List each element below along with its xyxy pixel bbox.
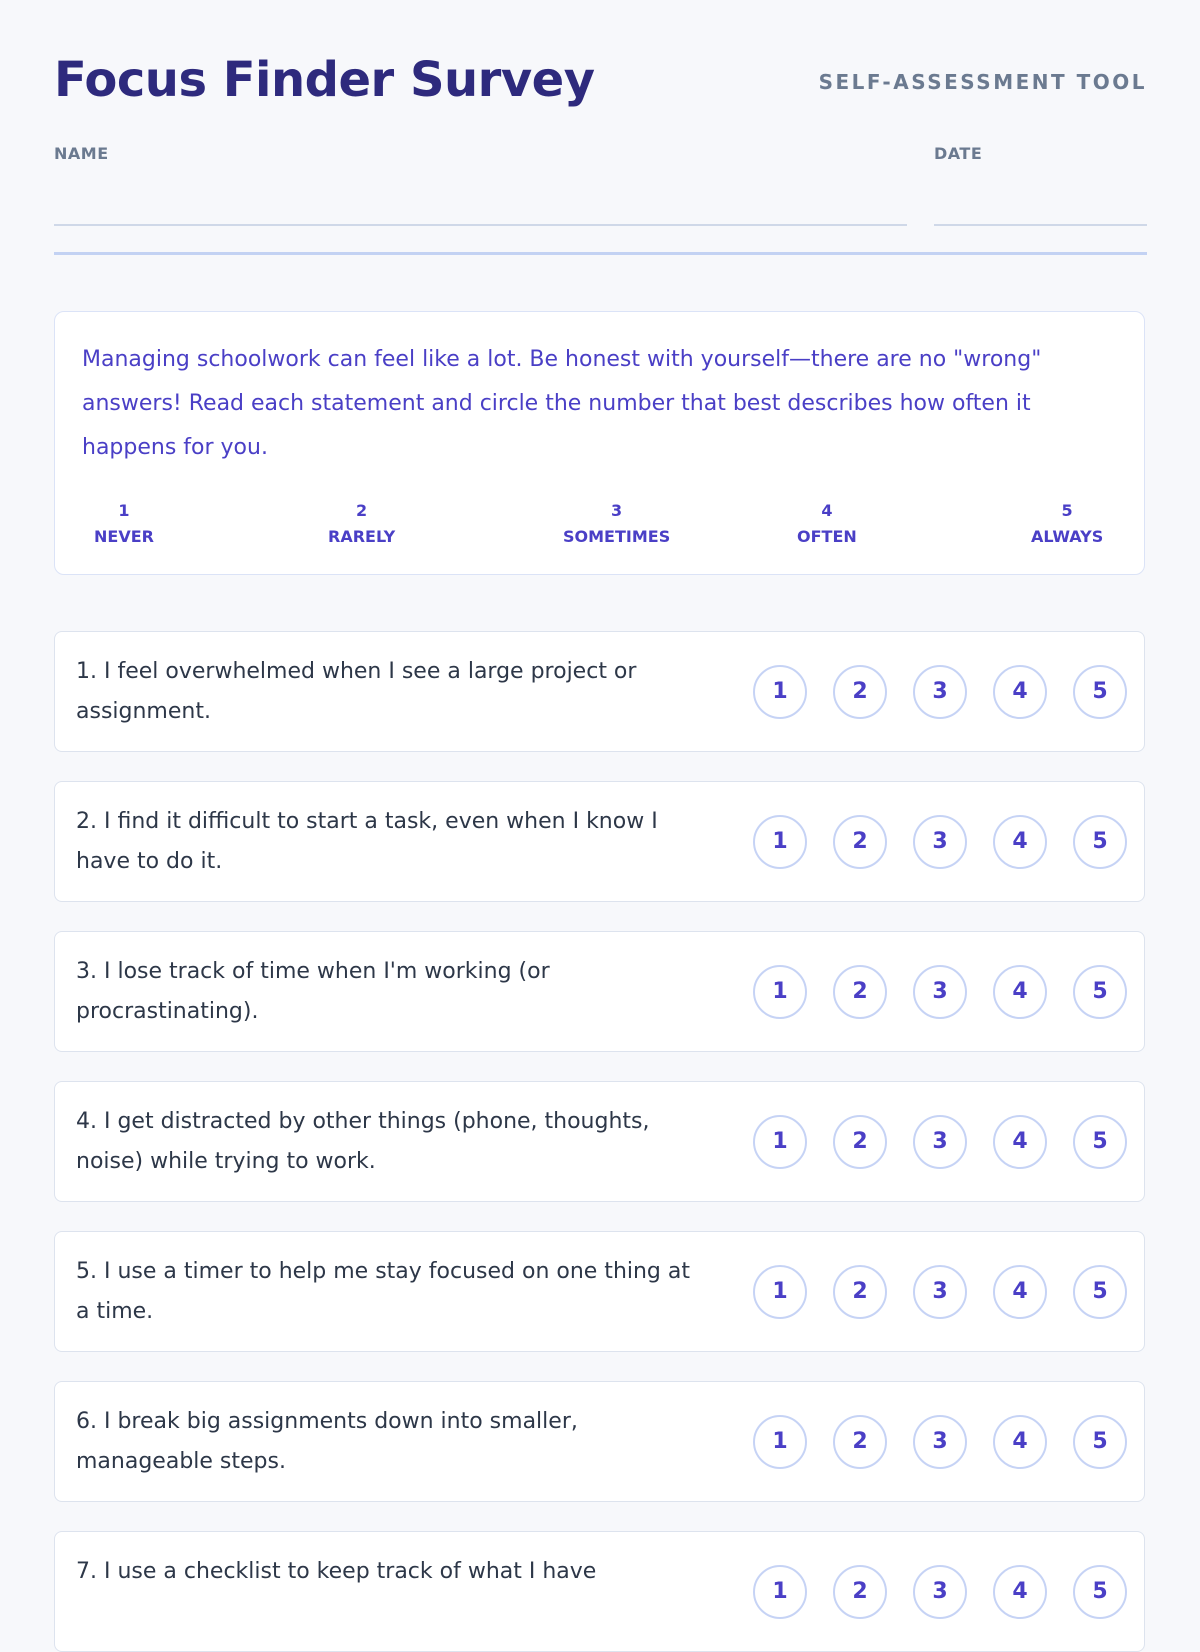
question-text: 4. I get distracted by other things (phone, thoughts, noise) while trying to work.	[76, 1109, 650, 1174]
rating-option-4[interactable]: 4	[993, 1415, 1047, 1469]
rating-option-2[interactable]: 2	[833, 965, 887, 1019]
rating-option-3[interactable]: 3	[913, 1115, 967, 1169]
rating-option-3[interactable]: 3	[913, 1565, 967, 1619]
rating-option-5[interactable]: 5	[1073, 1115, 1127, 1169]
rating-option-2[interactable]: 2	[833, 1565, 887, 1619]
question-card	[54, 781, 1145, 902]
header	[54, 52, 1147, 112]
rating-option-4[interactable]: 4	[993, 965, 1047, 1019]
rating-option-2[interactable]: 2	[833, 665, 887, 719]
scale-number: 5	[1061, 501, 1073, 520]
rating-option-1[interactable]: 1	[753, 1115, 807, 1169]
rating-option-3[interactable]: 3	[913, 965, 967, 1019]
question-card	[54, 631, 1145, 752]
question-text: 1. I feel overwhelmed when I see a large project or assignment.	[76, 659, 637, 724]
scale-number: 2	[356, 501, 368, 520]
scale-item-sometimes	[563, 498, 670, 550]
rating-option-2[interactable]: 2	[833, 815, 887, 869]
rating-option-3[interactable]: 3	[913, 1265, 967, 1319]
question-card	[54, 1531, 1145, 1652]
page-title: Focus Finder Survey	[54, 52, 595, 108]
question-text: 6. I break big assignments down into smaller, manageable steps.	[76, 1409, 578, 1474]
scale-item-never	[94, 498, 154, 550]
rating-option-5[interactable]: 5	[1073, 965, 1127, 1019]
rating-option-4[interactable]: 4	[993, 815, 1047, 869]
rating-option-2[interactable]: 2	[833, 1415, 887, 1469]
rating-option-4[interactable]: 4	[993, 1265, 1047, 1319]
question-card	[54, 1081, 1145, 1202]
scale-label: NEVER	[94, 527, 154, 546]
question-text: 2. I find it difficult to start a task, even when I know I have to do it.	[76, 809, 658, 874]
rating-option-4[interactable]: 4	[993, 1115, 1047, 1169]
rating-option-2[interactable]: 2	[833, 1265, 887, 1319]
question-card	[54, 1381, 1145, 1502]
rating-option-3[interactable]: 3	[913, 665, 967, 719]
scale-number: 3	[611, 501, 623, 520]
rating-option-5[interactable]: 5	[1073, 665, 1127, 719]
rating-option-1[interactable]: 1	[753, 815, 807, 869]
scale-label: SOMETIMES	[563, 527, 671, 546]
rating-option-1[interactable]: 1	[753, 665, 807, 719]
scale-item-rarely	[328, 498, 395, 550]
header-divider	[54, 252, 1147, 255]
rating-option-1[interactable]: 1	[753, 1265, 807, 1319]
date-label: DATE	[934, 144, 983, 163]
rating-option-1[interactable]: 1	[753, 1415, 807, 1469]
rating-option-5[interactable]: 5	[1073, 1265, 1127, 1319]
rating-option-3[interactable]: 3	[913, 815, 967, 869]
page-subtitle: SELF-ASSESSMENT TOOL	[818, 70, 1147, 94]
rating-option-2[interactable]: 2	[833, 1115, 887, 1169]
rating-option-1[interactable]: 1	[753, 1565, 807, 1619]
scale-item-always	[1031, 498, 1103, 550]
rating-option-1[interactable]: 1	[753, 965, 807, 1019]
question-text: 7. I use a checklist to keep track of what I have	[76, 1559, 597, 1584]
name-label: NAME	[54, 144, 109, 163]
rating-option-5[interactable]: 5	[1073, 1415, 1127, 1469]
question-text: 5. I use a timer to help me stay focused on one thing at a time.	[76, 1259, 691, 1324]
rating-option-5[interactable]: 5	[1073, 815, 1127, 869]
rating-option-4[interactable]: 4	[993, 665, 1047, 719]
date-field[interactable]	[934, 224, 1147, 226]
name-field[interactable]	[54, 224, 907, 226]
rating-option-3[interactable]: 3	[913, 1415, 967, 1469]
instructions-text: Managing schoolwork can feel like a lot. Be honest with yourself—there are no "wrong" answers! Read each statement and circle the number that best describes how often it happens for you.	[82, 347, 1042, 460]
scale-number: 4	[821, 501, 833, 520]
scale-label: OFTEN	[797, 527, 857, 546]
scale-label: ALWAYS	[1031, 527, 1104, 546]
question-card	[54, 1231, 1145, 1352]
scale-label: RARELY	[328, 527, 396, 546]
rating-option-4[interactable]: 4	[993, 1565, 1047, 1619]
rating-option-5[interactable]: 5	[1073, 1565, 1127, 1619]
question-card	[54, 931, 1145, 1052]
scale-number: 1	[118, 501, 130, 520]
question-text: 3. I lose track of time when I'm working (or procrastinating).	[76, 959, 550, 1024]
instructions-card	[54, 311, 1145, 575]
scale-item-often	[797, 498, 857, 550]
